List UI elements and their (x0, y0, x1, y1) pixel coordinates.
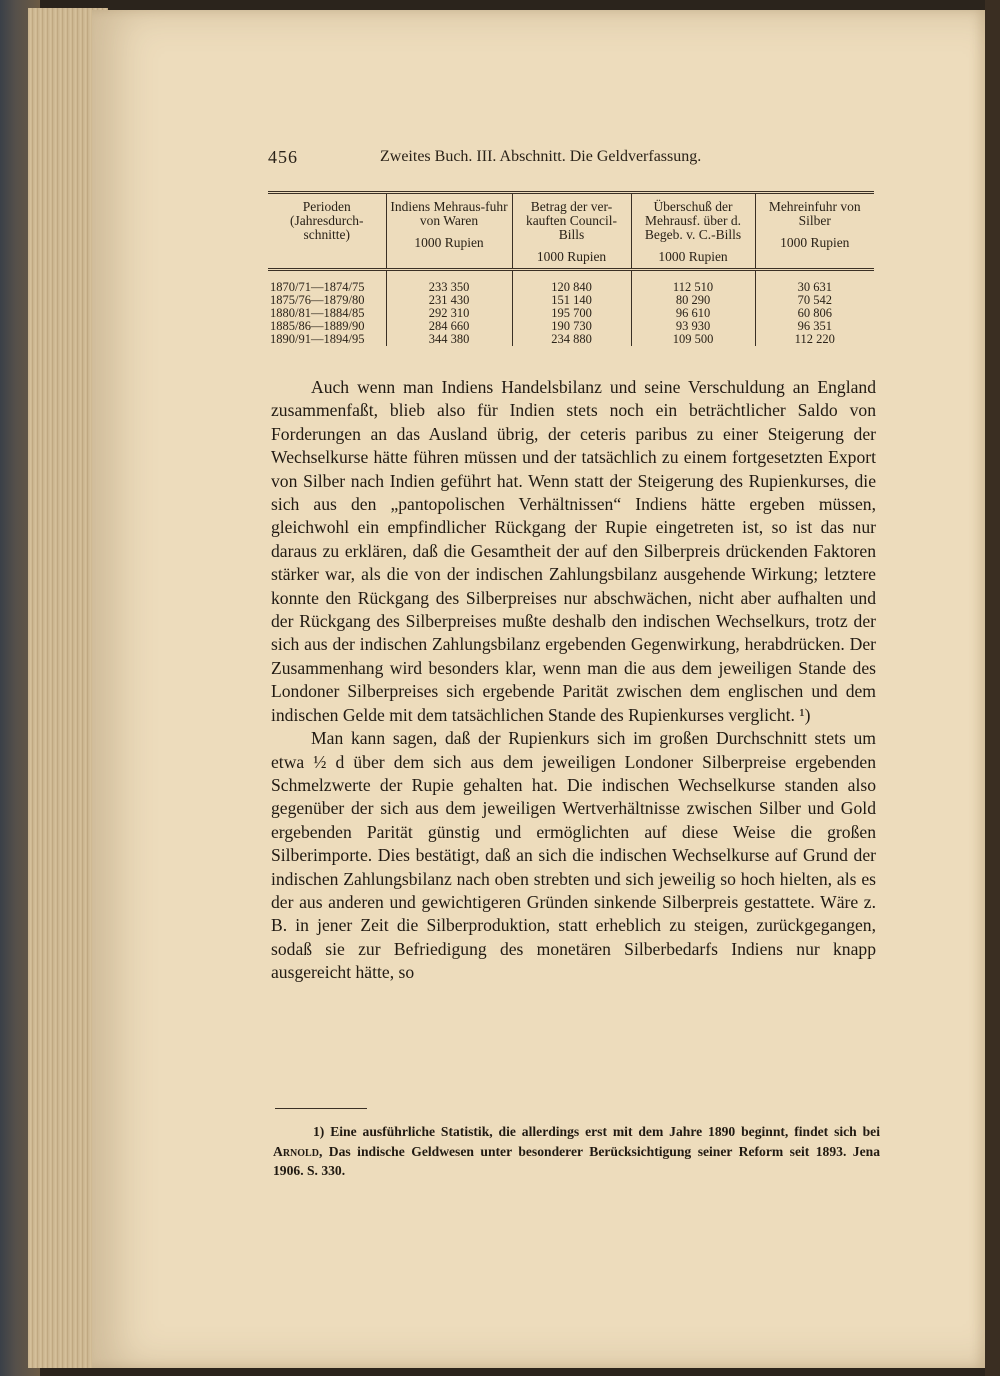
footnote-reference[interactable]: ¹) (794, 704, 811, 725)
table-cell: 60 806 (755, 307, 874, 320)
table-cell: 112 220 (755, 333, 874, 346)
table-cell: 30 631 (755, 270, 874, 295)
body-text (271, 376, 876, 985)
table-cell: 292 310 (386, 307, 512, 320)
footnote-divider (275, 1108, 367, 1109)
table-cell: 109 500 (631, 333, 755, 346)
table-cell: 151 140 (512, 294, 631, 307)
table-cell: 1890/91—1894/95 (270, 332, 365, 346)
table-cell: 93 930 (631, 320, 755, 333)
table-cell: 284 660 (386, 320, 512, 333)
page-right-edge (985, 0, 1000, 1376)
author-name: Arnold (273, 1143, 319, 1159)
column-header: Indiens Mehraus-fuhr von Waren 1000 Rupien (386, 193, 512, 270)
statistics-table (268, 191, 874, 346)
table-cell: 231 430 (386, 294, 512, 307)
table-cell: 120 840 (512, 270, 631, 295)
table-cell: 96 610 (631, 307, 755, 320)
paragraph: Man kann sagen, daß der Rupienkurs sich im großen Durchschnitt stets um etwa ½ d über dem sich aus dem jeweiligen Londoner Silberpreise ergebenden Schmelzwerte der Rupie gehalten hat. Die indischen Wechselkurse standen also gegenüber der sich aus dem jeweiligen Wertverhältnisse zwischen Silber und Gold ergebenden Parität günstig und ermöglichten auf diese Weise die großen Silberimporte. Dies bestätigt, daß an sich die indischen Wechselkurse auf Grund der indischen Zahlungsbilanz nach oben strebten und sich jeweilig so hoch hielten, als es der aus anderen und gewichtigeren Gründen sinkende Silberpreis gestattete. Wäre z. B. in jener Zeit die Silberproduktion, statt erheblich zu steigen, zurückgegangen, sodaß sie zur Befriedigung des monetären Silberbedarfs Indiens nur knapp ausgereicht hätte, so (271, 728, 876, 983)
column-header: Mehreinfuhr von Silber 1000 Rupien (755, 193, 874, 270)
footnote: 1) Eine ausführliche Statistik, die allerdings erst mit dem Jahre 1890 beginnt, findet sich bei Arnold, Das indische Geldwesen unter besonderer Berücksichtigung seiner Reform seit 1893. Jena 1906. S. 330. (273, 1124, 880, 1178)
page-number: 456 (268, 147, 298, 167)
table-cell: 233 350 (386, 270, 512, 295)
table-row (268, 270, 874, 295)
table-cell: 1870/71—1874/75 (270, 280, 365, 294)
table-cell: 80 290 (631, 294, 755, 307)
column-header: Perioden (Jahresdurch-schnitte) (268, 193, 386, 270)
column-header: Betrag der ver-kauften Council-Bills 1000 Rupien (512, 193, 631, 270)
column-header: Überschuß der Mehrausf. über d. Begeb. v. C.-Bills 1000 Rupien (631, 193, 755, 270)
table-cell: 1885/86—1889/90 (270, 319, 365, 333)
table-cell: 112 510 (631, 270, 755, 295)
table-cell: 190 730 (512, 320, 631, 333)
table-cell: 96 351 (755, 320, 874, 333)
page-header (268, 147, 888, 171)
paragraph: Auch wenn man Indiens Handelsbilanz und seine Verschuldung an England zusammenfaßt, blieb also für Indien stets noch ein beträchtlicher Saldo von Forderungen an das Ausland übrig, der ceteris paribus zu einer Steigerung der Wechselkurse hätte führen müssen und der tatsächlich zu einem fortgesetzten Export von Silber nach Indien geführt hat. Wenn statt der Steigerung des Rupienkurses, die sich aus den „pantopolischen Verhältnissen“ Indiens hätte ergeben müssen, gleichwohl ein empfindlicher Rückgang der Rupie eingetreten ist, so ist das nur daraus zu erklären, daß die Gesamtheit der auf den Silberpreis drückenden Faktoren stärker war, als die von der indischen Zahlungsbilanz ausgehende Wirkung; letztere konnte den Rückgang des Silberpreises nur abschwächen, nicht aber aufhalten und der Rückgang des Silberpreises mußte deshalb den indischen Wechselkurs, trotz der sich aus der indischen Zahlungsbilanz ergebenden Gegenwirkung, herabdrücken. Der Zusammenhang wird besonders klar, wenn man die aus dem jeweiligen Stande des Londoner Silberpreises sich ergebende Parität zwischen dem englischen und dem indischen Gelde mit dem tatsächlichen Stande des Rupienkurses verglicht. ¹) (271, 377, 876, 725)
table-cell: 195 700 (512, 307, 631, 320)
table-cell: 1875/76—1879/80 (270, 293, 365, 307)
table-header-row (268, 193, 874, 270)
running-title: Zweites Buch. III. Abschnitt. Die Geldverfassung. (380, 148, 702, 165)
table-cell: 70 542 (755, 294, 874, 307)
table-cell: 234 880 (512, 333, 631, 346)
table-cell: 1880/81—1884/85 (270, 306, 365, 320)
table-row (268, 333, 874, 346)
table-cell: 344 380 (386, 333, 512, 346)
